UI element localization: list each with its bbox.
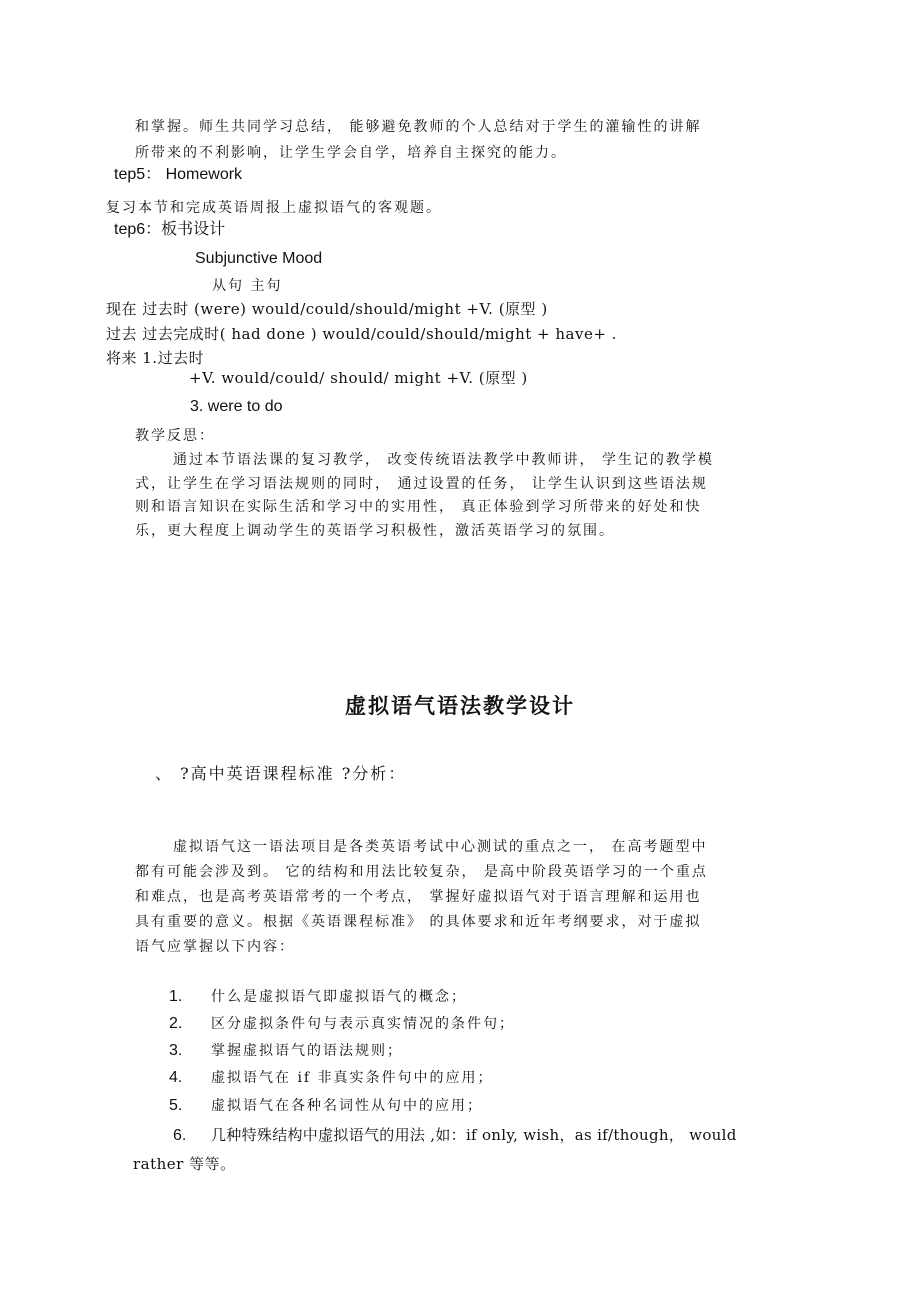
paragraph-line: 所带来的不利影响，让学生学会自学，培养自主探究的能力。	[135, 145, 567, 161]
intro-line: 都有可能会涉及到。 它的结构和用法比较复杂， 是高中阶段英语学习的一个重点	[135, 864, 708, 880]
list-item: 3. 掌握虚拟语气的语法规则；	[169, 1042, 403, 1059]
homework-text: 复习本节和完成英语周报上虚拟语气的客观题。	[106, 200, 442, 216]
board-row-future-main: +V. would/could/ should/ might +V. (原型 )	[189, 369, 528, 387]
board-row-future: 将来 1.过去时	[106, 349, 205, 367]
board-row-present: 现在 过去时 (were) would/could/should/might +V. (原型 )	[106, 300, 548, 318]
step5-heading: tep5： Homework	[114, 166, 243, 183]
reflection-line: 则和语言知识在实际生活和学习中的实用性， 真正体验到学习所带来的好处和快	[135, 499, 702, 515]
list-item: 6. 几种特殊结构中虚拟语气的用法 ,如：if only, wish，as if/though， would	[173, 1126, 737, 1144]
list-item-continuation: rather 等等。	[133, 1155, 236, 1173]
reflection-line: 式，让学生在学习语法规则的同时， 通过设置的任务， 让学生认识到这些语法规	[135, 476, 708, 492]
intro-line: 和难点，也是高考英语常考的一个考点， 掌握好虚拟语气对于语言理解和运用也	[135, 889, 702, 905]
intro-line: 语气应掌握以下内容：	[135, 939, 295, 955]
intro-line: 虚拟语气这一语法项目是各类英语考试中心测试的重点之一， 在高考题型中	[173, 839, 708, 855]
board-row-past: 过去 过去完成时( had done ) would/could/should/might + have+ .	[106, 325, 617, 343]
step6-heading: tep6：板书设计	[114, 221, 226, 238]
intro-line: 具有重要的意义。根据《英语课程标准》 的具体要求和近年考纲要求，对于虚拟	[135, 914, 702, 930]
list-item: 1. 什么是虚拟语气即虚拟语气的概念；	[169, 988, 467, 1005]
board-heading: Subjunctive Mood	[195, 250, 323, 267]
reflection-line: 乐，更大程度上调动学生的英语学习积极性，激活英语学习的氛围。	[135, 523, 615, 539]
board-row-future-3: 3. were to do	[190, 398, 283, 415]
section-heading: 、 ?高中英语课程标准 ?分析：	[155, 764, 407, 783]
list-item: 2. 区分虚拟条件句与表示真实情况的条件句；	[169, 1015, 515, 1032]
reflection-label: 教学反思：	[135, 428, 215, 444]
list-item: 4. 虚拟语气在 if 非真实条件句中的应用；	[169, 1069, 494, 1086]
list-item: 5. 虚拟语气在各种名词性从句中的应用；	[169, 1097, 483, 1114]
board-columns: 从句 主句	[212, 278, 283, 294]
paragraph-line: 和掌握。师生共同学习总结， 能够避免教师的个人总结对于学生的灌输性的讲解	[135, 119, 702, 135]
reflection-line: 通过本节语法课的复习教学， 改变传统语法教学中教师讲， 学生记的教学模	[173, 452, 714, 468]
document-title: 虚拟语气语法教学设计	[345, 693, 575, 718]
